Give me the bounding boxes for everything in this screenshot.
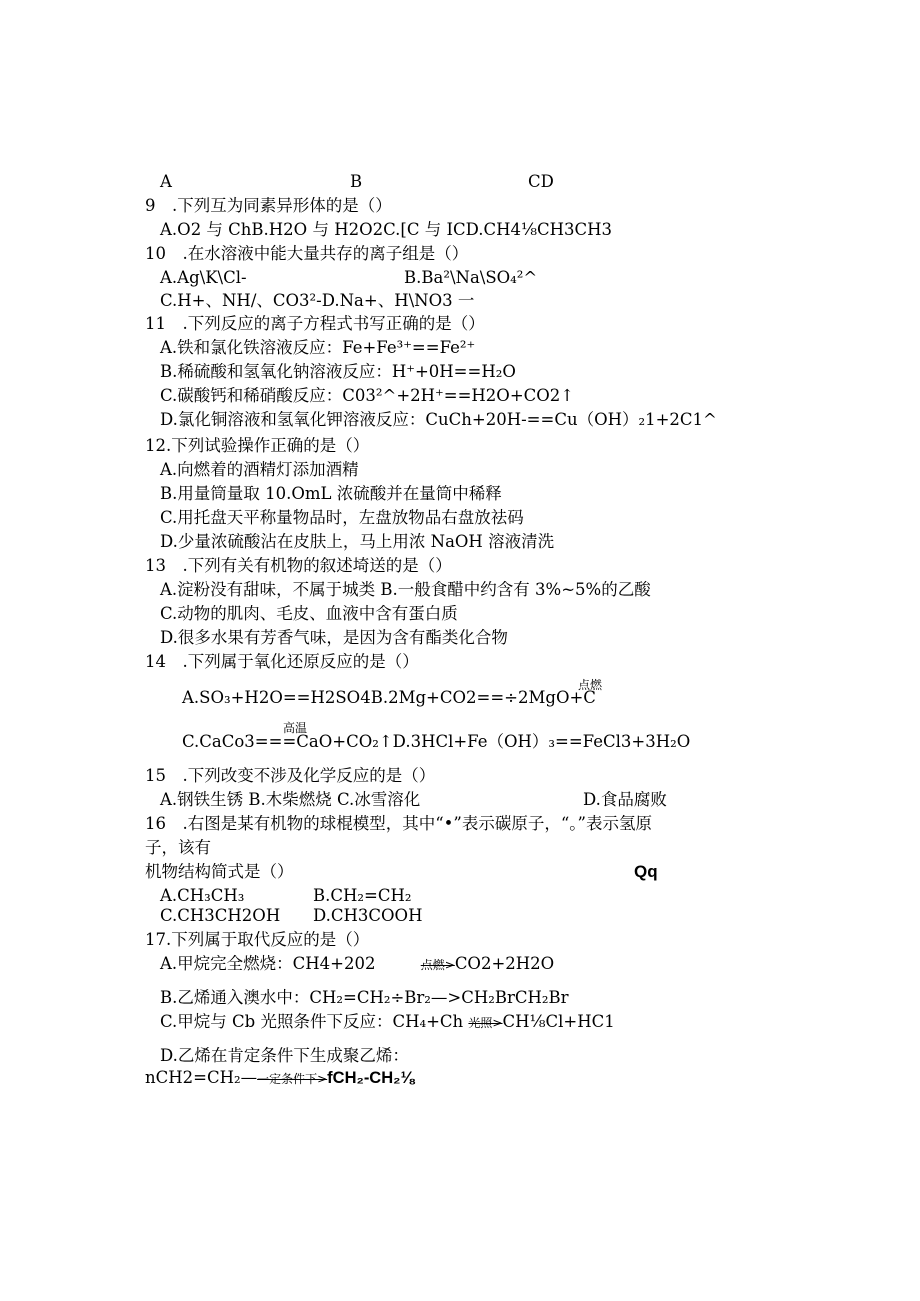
q16-option-a: A.CH₃CH₃: [160, 886, 245, 905]
q17-a-reactants: A.甲烷完全燃烧：CH4+202: [160, 954, 376, 973]
q11-option-b: B.稀硫酸和氢氧化钠溶液反应：H⁺+0H==H₂O: [160, 362, 516, 381]
q17-c-reactants: C.甲烷与 Cb 光照条件下反应：CH₄+Ch: [160, 1012, 464, 1031]
q15-option-abc: A.钢铁生锈 B.木柴燃烧 C.冰雪溶化: [160, 790, 421, 809]
q14-stem: 14 .下列属于氧化还原反应的是（）: [145, 652, 419, 671]
q12-option-a: A.向燃着的酒精灯添加酒精: [160, 460, 359, 479]
q9-stem: 9 .下列互为同素异形体的是（）: [145, 196, 392, 215]
q17-c-condition: 光照>: [468, 1016, 503, 1030]
q11-option-a: A.铁和氯化铁溶液反应：Fe+Fe³⁺==Fe²⁺: [160, 338, 476, 357]
q17-d-condition: 一定条件下>: [257, 1072, 328, 1086]
q13-option-c: C.动物的肌肉、毛皮、血液中含有蛋白质: [160, 604, 458, 623]
q12-option-d: D.少量浓硫酸沾在皮肤上，马上用浓 NaOH 溶液清洗: [160, 532, 555, 551]
q10-option-b: B.Ba²\Na\SO₄²^: [404, 268, 538, 287]
q10-option-cd: C.H+、NH/、CO3²-D.Na+、H\NO3 一: [160, 291, 475, 310]
q10-stem: 10 .在水溶液中能大量共存的离子组是（）: [145, 244, 469, 263]
figure-label-b: B: [350, 172, 363, 191]
q17-option-c: [160, 1012, 615, 1033]
q12-option-c: C.用托盘天平称量物品时，左盘放物品右盘放祛码: [160, 508, 524, 527]
q17-d-reactants: nCH2=CH₂—: [145, 1068, 258, 1087]
q11-option-c: C.碳酸钙和稀硝酸反应：C03²^+2H⁺==H2O+CO2↑: [160, 386, 575, 405]
q15-stem: 15 .下列改变不涉及化学反应的是（）: [145, 766, 436, 785]
q11-option-d: D.氯化铜溶液和氢氧化钾溶液反应：CuCh+20H-==Cu（OH）₂1+2C1^: [160, 410, 717, 429]
q16-ball-stick-figure: Qq: [634, 862, 658, 881]
q9-options: A.O2 与 ChB.H2O 与 H2O2C.[C 与 ICD.CH4⅛CH3CH3: [160, 220, 613, 239]
q15-option-d: D.食品腐败: [583, 790, 667, 809]
q16-stem-line3: 机物结构简式是（）: [145, 862, 294, 881]
q17-d-product: fCH₂-CH₂⅛: [327, 1069, 415, 1087]
q17-a-condition: 点燃>: [420, 958, 455, 972]
q17-c-products: CH⅛Cl+HC1: [502, 1012, 615, 1031]
q14-condition-high-temp: 高温: [283, 721, 308, 735]
q16-option-d: D.CH3COOH: [313, 906, 423, 925]
q10-option-a: A.Ag\K\Cl-: [160, 268, 247, 287]
q14-condition-ignite: 点燃: [578, 678, 603, 692]
q13-option-d: D.很多水果有芳香气味，是因为含有酯类化合物: [160, 628, 508, 647]
figure-label-cd: CD: [528, 172, 554, 191]
q17-option-d: D.乙烯在肯定条件下生成聚乙烯：: [160, 1046, 409, 1065]
q17-d-equation: [145, 1068, 414, 1089]
figure-label-a: A: [160, 172, 172, 191]
q14-option-cd: C.CaCo3===CaO+CO₂↑D.3HCl+Fe（OH）₃==FeCl3+3H₂O: [182, 732, 691, 751]
q17-option-a: [160, 954, 554, 975]
q13-stem: 13 .下列有关有机物的叙述埼送的是（）: [145, 556, 452, 575]
q17-stem: 17.下列属于取代反应的是（）: [145, 930, 370, 949]
q16-stem-line1: 16 .右图是某有机物的球棍模型，其中“•”表示碳原子，“。”表示氢原: [145, 814, 652, 833]
q11-stem: 11 .下列反应的离子方程式书写正确的是（）: [145, 314, 485, 333]
q12-stem: 12.下列试验操作正确的是（）: [145, 436, 370, 455]
q13-option-ab: A.淀粉没有甜味，不属于城类 B.一般食醋中约含有 3%~5%的乙酸: [160, 580, 651, 599]
q17-a-products: CO2+2H2O: [454, 954, 555, 973]
q14-option-ab: A.SO₃+H2O==H2SO4B.2Mg+CO2==÷2MgO+C: [182, 688, 596, 707]
q12-option-b: B.用量筒量取 10.OmL 浓硫酸并在量筒中稀释: [160, 484, 502, 503]
q16-stem-line2: 子，该有: [145, 838, 211, 857]
q17-option-b: B.乙烯通入澳水中：CH₂=CH₂÷Br₂—>CH₂BrCH₂Br: [160, 988, 569, 1007]
q16-option-c: C.CH3CH2OH: [160, 906, 281, 925]
q16-option-b: B.CH₂=CH₂: [313, 886, 412, 905]
